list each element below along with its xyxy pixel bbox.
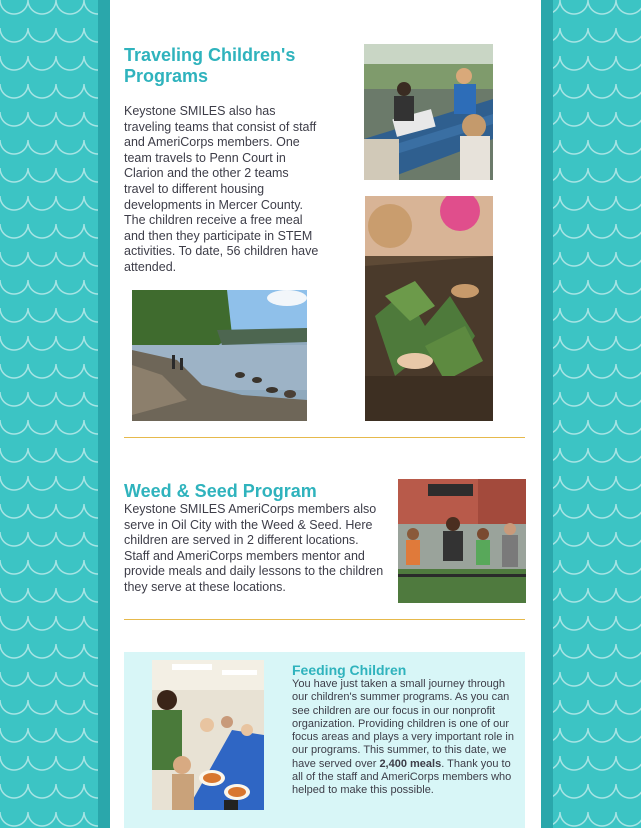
newsletter-page [110, 0, 541, 828]
left-accent-stripe [98, 0, 110, 828]
meals-served-count: 2,400 meals [379, 757, 442, 770]
photo-outdoor-group [398, 479, 526, 603]
right-accent-stripe [541, 0, 553, 828]
feeding-children-text [292, 678, 514, 798]
photo-kids-planting [365, 196, 493, 421]
feeding-children-heading: Feeding Children [292, 662, 407, 678]
photo-lake-geese [132, 290, 307, 421]
traveling-programs-heading: Traveling Children's Programs [124, 45, 296, 86]
photo-feeding-children [152, 660, 264, 810]
feeding-children-panel [124, 652, 525, 828]
section-divider-1 [124, 437, 525, 438]
section-divider-2 [124, 619, 525, 620]
weed-seed-text: Keystone SMILES AmeriCorps members also serve in Oil City with the Weed & Seed. Here children are served in 2 different locations. Staff and AmeriCorps members mentor and provide meals and daily lessons to the children they serve at these locations. [124, 502, 384, 594]
photo-picnic-table [364, 44, 493, 180]
traveling-programs-text: Keystone SMILES also has traveling teams that consist of staff and AmeriCorps members. One team travels to Penn Court in Clarion and the other 2 teams travel to different housing developments in Mercer County. The children receive a free meal and then they participate in STEM activities. To date, 56 children have attended. [124, 104, 319, 274]
feeding-text-part-2: . Thank you to all of the staff and AmeriCorps members who helped to make this possible. [292, 757, 512, 797]
weed-seed-heading: Weed & Seed Program [124, 481, 317, 501]
feeding-text-part-1: You have just taken a small journey through our children's summer programs. As you can see children are our focus in our nonprofit organization. Providing children is one of our focus areas and plays a very important role in our programs. This summer, to this date, we have served over [292, 678, 514, 770]
